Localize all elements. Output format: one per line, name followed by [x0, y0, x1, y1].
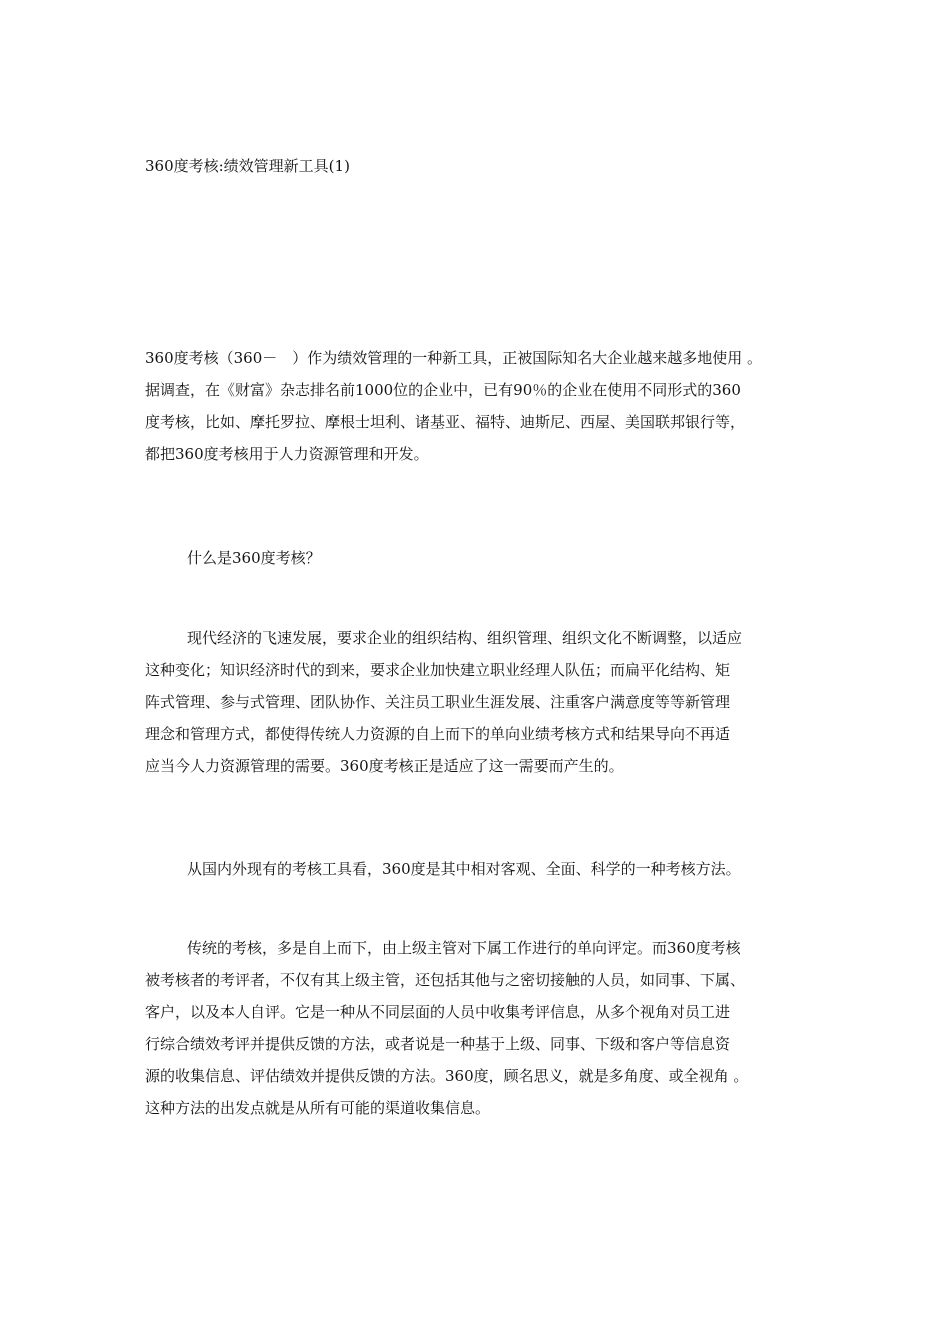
document-title: 360度考核:绩效管理新工具(1): [145, 157, 350, 175]
paragraph-line: 360度考核（360－ ）作为绩效管理的一种新工具，正被国际知名大企业越来越多地使用 。: [145, 349, 763, 367]
paragraph-line: 行综合绩效考评并提供反馈的方法，或者说是一种基于上级、同事、下级和客户等信息资: [145, 1035, 731, 1053]
paragraph-line: 被考核者的考评者，不仅有其上级主管，还包括其他与之密切接触的人员，如同事、下属、: [145, 971, 746, 989]
paragraph-line: 现代经济的飞速发展，要求企业的组织结构、组织管理、组织文化不断调整，以适应: [187, 629, 743, 647]
paragraph-line: 什么是360度考核？: [187, 549, 321, 567]
paragraph-line: 都把360度考核用于人力资源管理和开发。: [145, 445, 429, 463]
paragraph-comparison: [145, 853, 815, 885]
paragraph-line: 这种方法的出发点就是从所有可能的渠道收集信息。: [145, 1099, 491, 1117]
paragraph-line: 据调查，在《财富》杂志排名前1000位的企业中，已有90％的企业在使用不同形式的360: [145, 381, 741, 399]
paragraph-line: 源的收集信息、评估绩效并提供反馈的方法。360度，顾名思义，就是多角度、或全视角 。: [145, 1067, 749, 1085]
paragraph-line: 阵式管理、参与式管理、团队协作、关注员工职业生涯发展、注重客户满意度等等新管理: [145, 693, 731, 711]
paragraph-background: [145, 622, 815, 782]
paragraph-line: 客户，以及本人自评。它是一种从不同层面的人员中收集考评信息，从多个视角对员工进: [145, 1003, 731, 1021]
paragraph-line: 从国内外现有的考核工具看，360度是其中相对客观、全面、科学的一种考核方法。: [187, 860, 741, 878]
paragraph-intro: [145, 342, 815, 470]
section-heading: [145, 542, 815, 574]
paragraph-definition: [145, 932, 815, 1124]
paragraph-line: 传统的考核，多是自上而下，由上级主管对下属工作进行的单向评定。而360度考核: [187, 939, 741, 957]
paragraph-line: 度考核，比如、摩托罗拉、摩根士坦利、诸基亚、福特、迪斯尼、西屋、美国联邦银行等，: [145, 413, 746, 431]
paragraph-line: 应当今人力资源管理的需要。360度考核正是适应了这一需要而产生的。: [145, 757, 624, 775]
paragraph-line: 理念和管理方式，都使得传统人力资源的自上而下的单向业绩考核方式和结果导向不再适: [145, 725, 731, 743]
paragraph-line: 这种变化；知识经济时代的到来，要求企业加快建立职业经理人队伍；而扁平化结构、矩: [145, 661, 731, 679]
